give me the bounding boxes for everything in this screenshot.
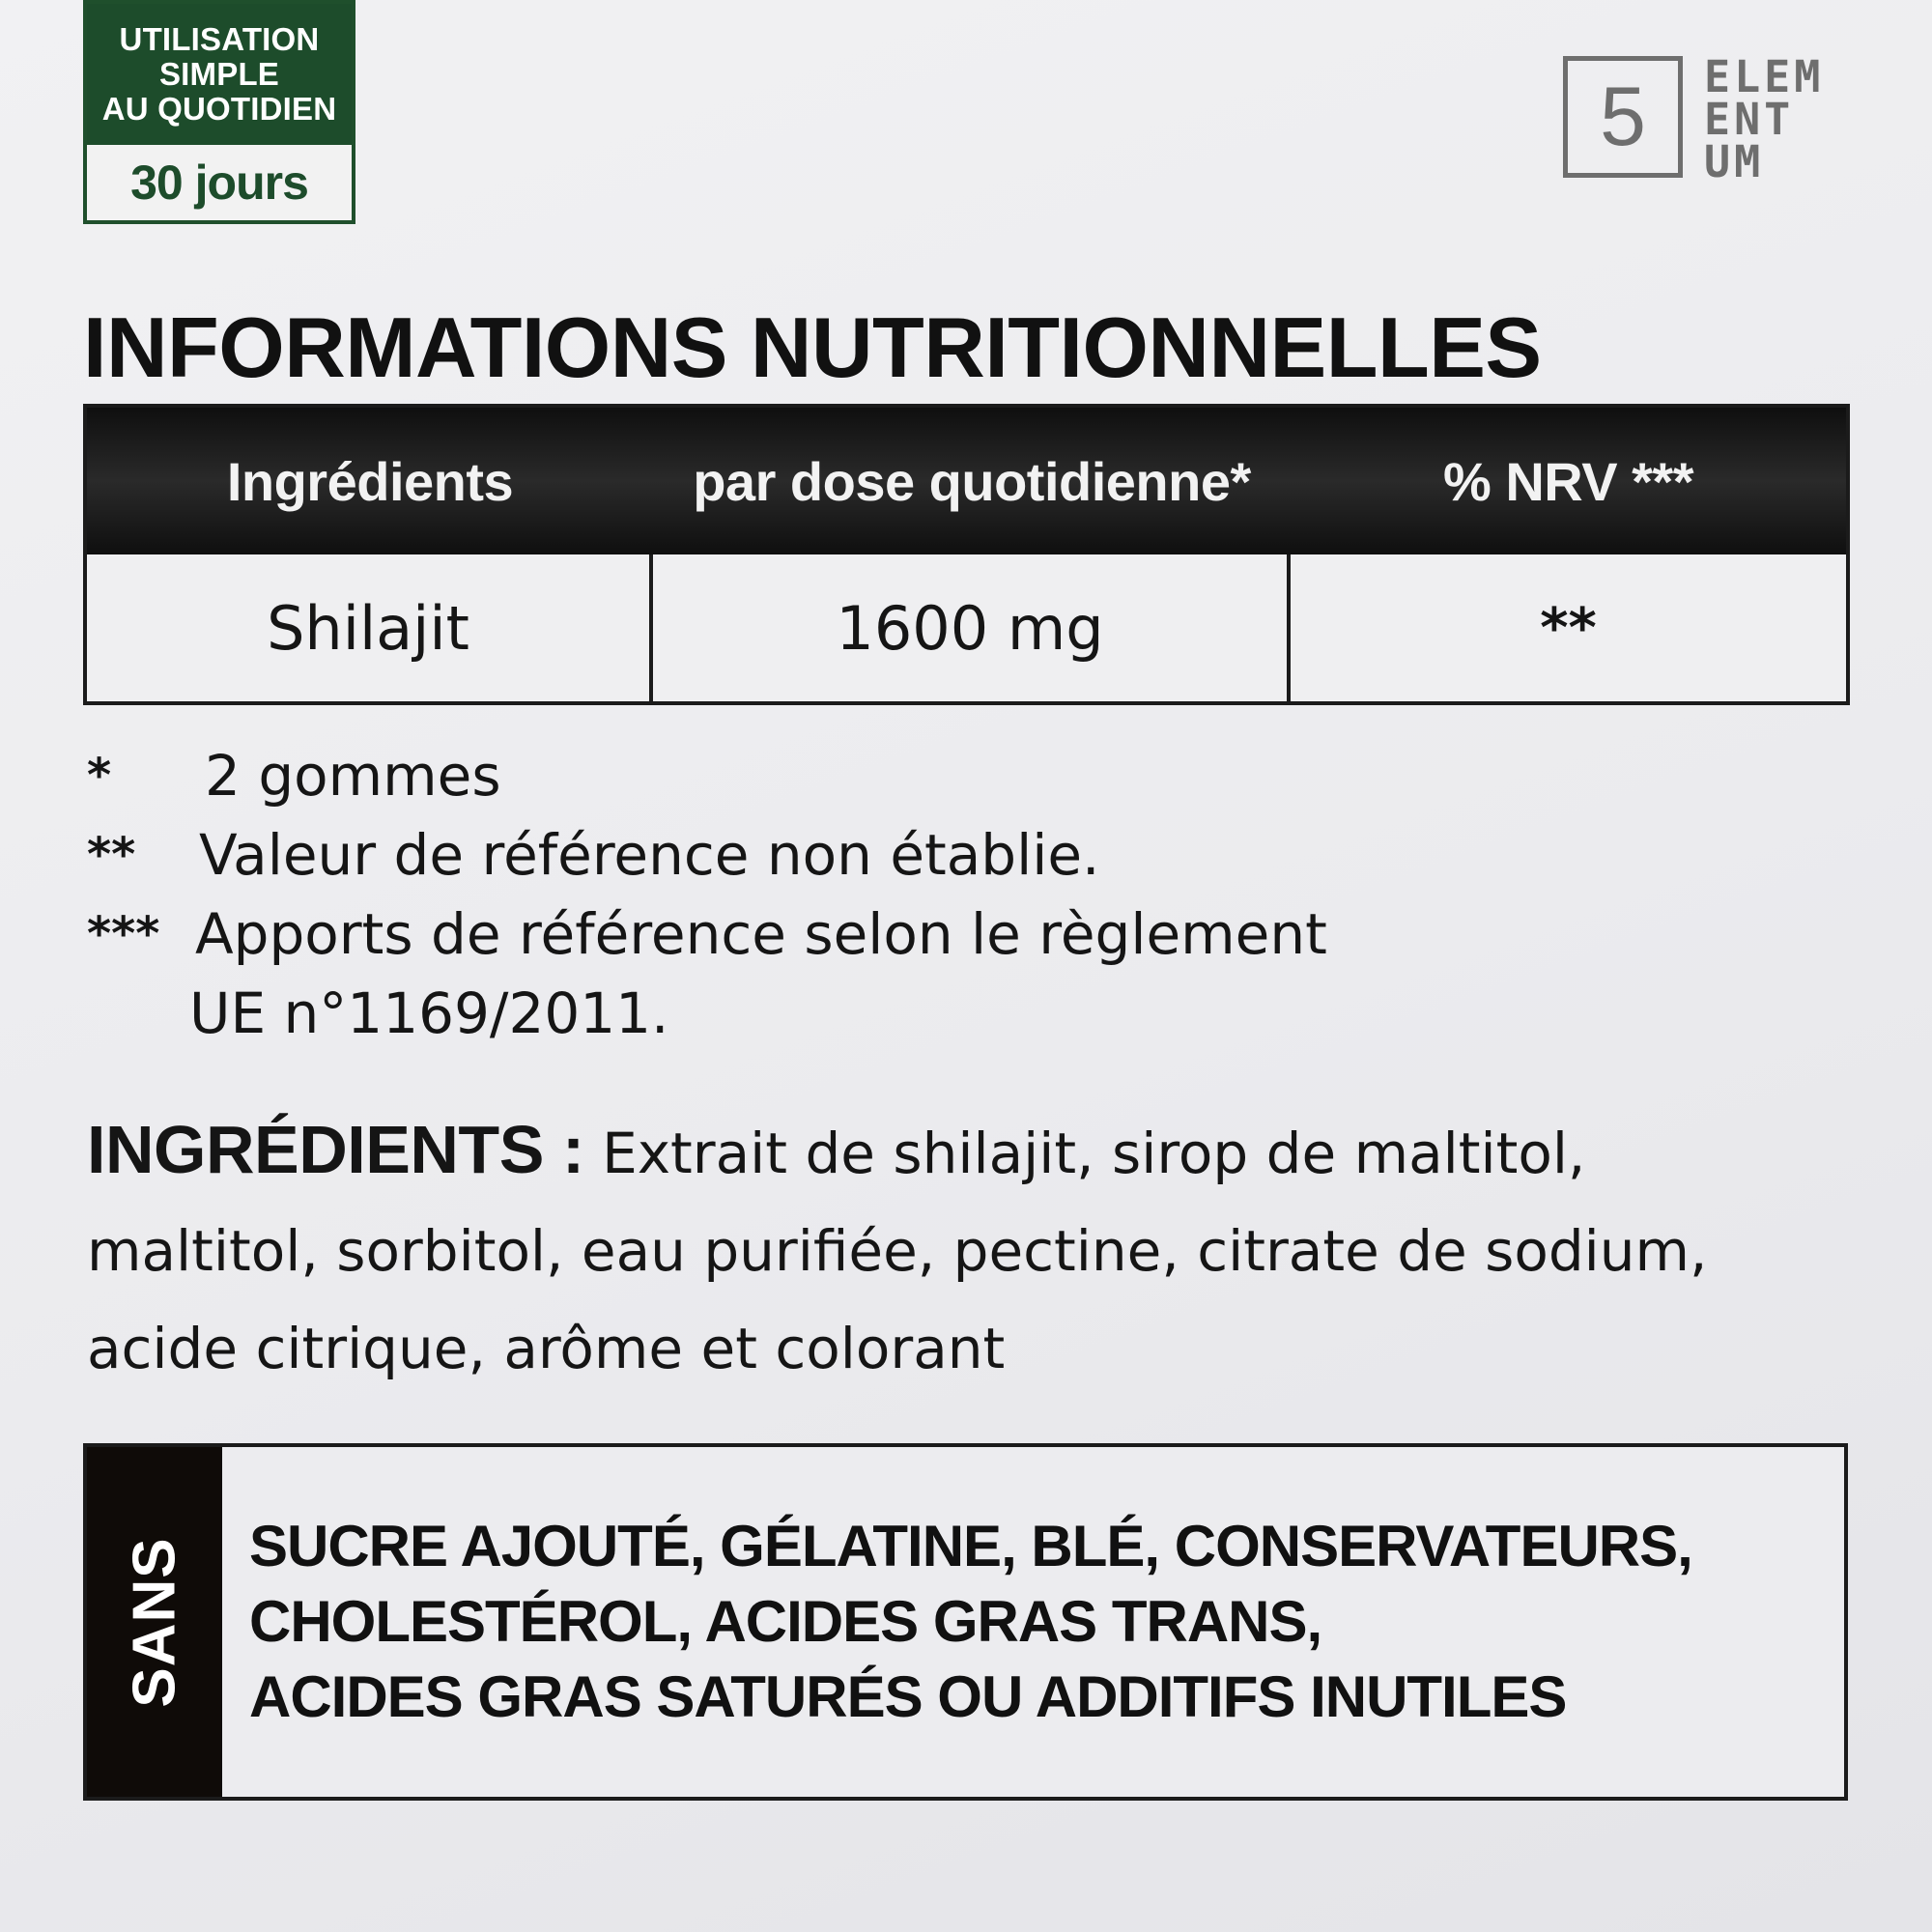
badge-line-1: UTILISATION — [119, 21, 320, 57]
logo-line-2: ENT — [1704, 94, 1795, 145]
nutrition-table — [83, 404, 1850, 705]
free-from-label: SANS — [121, 1536, 188, 1708]
brand-logo — [1563, 51, 1825, 187]
footnotes — [87, 736, 1327, 1053]
free-from-box — [83, 1443, 1848, 1801]
footnote-text: Valeur de référence non établie. — [199, 822, 1100, 888]
footnote-1 — [87, 736, 1327, 815]
page-title: INFORMATIONS NUTRITIONNELLES — [83, 299, 1542, 395]
header-nrv: % NRV *** — [1442, 450, 1693, 512]
table-row — [87, 554, 1846, 701]
logo-wordmark — [1704, 51, 1825, 187]
usage-badge — [83, 0, 355, 224]
badge-line-2: SIMPLE — [158, 56, 280, 92]
free-from-line-2: CHOLESTÉROL, ACIDES GRAS TRANS, — [249, 1589, 1322, 1654]
logo-number-box: 5 — [1563, 56, 1683, 178]
ingredients-label: INGRÉDIENTS : — [87, 1112, 584, 1187]
footnote-3-continuation: UE n°1169/2011. — [189, 980, 669, 1046]
footnote-2 — [87, 815, 1327, 895]
free-from-line-3: ACIDES GRAS SATURÉS OU ADDITIFS INUTILES — [249, 1664, 1567, 1729]
free-from-line-1: SUCRE AJOUTÉ, GÉLATINE, BLÉ, CONSERVATEURS, — [249, 1514, 1692, 1578]
cell-dose: 1600 mg — [653, 554, 1291, 701]
footnote-text: Apports de référence selon le règlement — [195, 901, 1327, 967]
cell-nrv: ** — [1540, 596, 1597, 660]
free-from-list — [222, 1447, 1844, 1797]
badge-line-3: AU QUOTIDIEN — [101, 91, 337, 127]
header-ingredients: Ingrédients — [226, 450, 514, 512]
logo-line-3: UM — [1704, 136, 1765, 187]
table-header-row — [87, 408, 1846, 554]
footnote-mark: *** — [87, 907, 160, 961]
header-daily-dose: par dose quotidienne* — [693, 450, 1251, 512]
badge-duration: 30 jours — [130, 156, 308, 210]
free-from-label-bar — [87, 1447, 222, 1797]
footnote-text: 2 gommes — [205, 743, 501, 809]
ingredients-paragraph — [87, 1101, 1826, 1398]
logo-line-1: ELEM — [1704, 51, 1825, 102]
ingredients-text: Extrait de shilajit, sirop de maltitol, maltitol, sorbitol, eau purifiée, pectine, citrate de sodium, acide citrique, arôme et colorant — [87, 1121, 1708, 1381]
cell-ingredient: Shilajit — [87, 554, 653, 701]
footnote-3 — [87, 895, 1327, 974]
footnote-mark: * — [87, 749, 112, 803]
badge-header — [87, 4, 352, 145]
footnote-mark: ** — [87, 828, 136, 882]
